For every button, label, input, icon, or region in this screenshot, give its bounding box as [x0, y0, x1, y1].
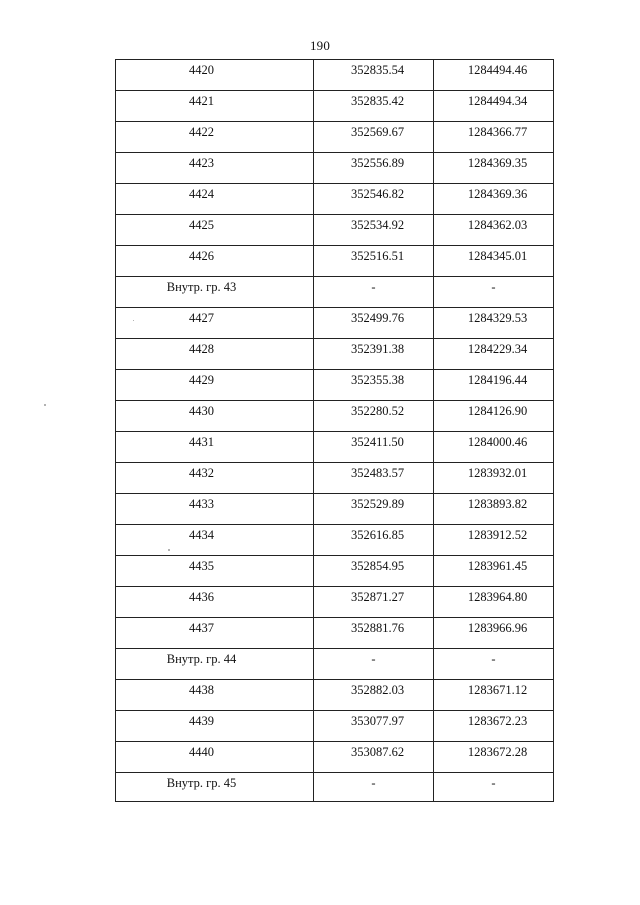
- table-row: [116, 122, 554, 153]
- y-coordinate-cell: [434, 401, 554, 432]
- x-coordinate-cell: [314, 153, 434, 184]
- y-coordinate-cell: [434, 494, 554, 525]
- y-coordinate-cell: [434, 463, 554, 494]
- x-coordinate-cell: [314, 463, 434, 494]
- x-coordinate-cell-text: 352881.76: [350, 621, 405, 635]
- x-coordinate-cell-text: 352854.95: [350, 559, 405, 573]
- point-cell-text: 4426: [189, 249, 214, 263]
- x-coordinate-cell: [314, 649, 434, 680]
- x-coordinate-cell: [314, 494, 434, 525]
- point-cell-text: 4440: [189, 745, 214, 759]
- scan-speck: [168, 549, 170, 551]
- point-cell: [116, 246, 314, 277]
- point-cell: [116, 91, 314, 122]
- table-row: [116, 618, 554, 649]
- x-coordinate-cell-text: 352546.82: [350, 187, 405, 201]
- y-coordinate-cell-text: 1284126.90: [467, 404, 528, 418]
- y-coordinate-cell: [434, 773, 554, 802]
- scan-speck: [133, 320, 134, 321]
- x-coordinate-cell: [314, 618, 434, 649]
- point-cell-text: Внутр. гр. 44: [166, 652, 237, 666]
- y-coordinate-cell: [434, 339, 554, 370]
- coordinates-table-body: [116, 60, 554, 802]
- y-coordinate-cell: [434, 711, 554, 742]
- table-row: [116, 246, 554, 277]
- point-cell-text: 4433: [189, 497, 214, 511]
- y-coordinate-cell: [434, 308, 554, 339]
- point-cell: [116, 711, 314, 742]
- x-coordinate-cell-text: 352534.92: [350, 218, 405, 232]
- y-coordinate-cell-text: 1283961.45: [467, 559, 528, 573]
- point-cell: [116, 618, 314, 649]
- y-coordinate-cell: [434, 277, 554, 308]
- point-cell-text: 4420: [189, 63, 214, 77]
- table-row: [116, 215, 554, 246]
- x-coordinate-cell: [314, 246, 434, 277]
- x-coordinate-cell: [314, 587, 434, 618]
- y-coordinate-cell-text: 1283893.82: [467, 497, 528, 511]
- y-coordinate-cell: [434, 246, 554, 277]
- point-cell-text: 4436: [189, 590, 214, 604]
- table-row: [116, 370, 554, 401]
- point-cell: [116, 680, 314, 711]
- coordinates-table: [115, 59, 554, 802]
- point-cell: [116, 401, 314, 432]
- y-coordinate-cell-text: 1284000.46: [467, 435, 528, 449]
- table-row: [116, 773, 554, 802]
- point-cell-text: 4421: [189, 94, 214, 108]
- x-coordinate-cell: [314, 370, 434, 401]
- y-coordinate-cell: [434, 680, 554, 711]
- table-row: [116, 525, 554, 556]
- point-cell: [116, 215, 314, 246]
- table-row: [116, 742, 554, 773]
- y-coordinate-cell: [434, 370, 554, 401]
- point-cell: [116, 432, 314, 463]
- y-coordinate-cell-text: 1283671.12: [467, 683, 528, 697]
- x-coordinate-cell-text: -: [371, 280, 376, 294]
- table-row: [116, 680, 554, 711]
- point-cell: [116, 184, 314, 215]
- point-cell-text: 4430: [189, 404, 214, 418]
- point-cell: [116, 60, 314, 91]
- x-coordinate-cell: [314, 525, 434, 556]
- x-coordinate-cell-text: 352871.27: [350, 590, 405, 604]
- x-coordinate-cell: [314, 339, 434, 370]
- y-coordinate-cell-text: 1284196.44: [467, 373, 528, 387]
- point-cell: [116, 308, 314, 339]
- table-row: [116, 711, 554, 742]
- y-coordinate-cell-text: 1283672.23: [467, 714, 528, 728]
- point-cell-text: Внутр. гр. 43: [166, 280, 237, 294]
- table-row: [116, 91, 554, 122]
- y-coordinate-cell-text: 1284369.36: [467, 187, 528, 201]
- table-row: [116, 587, 554, 618]
- table-row: [116, 649, 554, 680]
- x-coordinate-cell: [314, 773, 434, 802]
- y-coordinate-cell-text: 1284369.35: [467, 156, 528, 170]
- y-coordinate-cell: [434, 618, 554, 649]
- x-coordinate-cell-text: 352569.67: [350, 125, 405, 139]
- point-cell: [116, 277, 314, 308]
- table-row: [116, 153, 554, 184]
- y-coordinate-cell-text: -: [491, 280, 496, 294]
- y-coordinate-cell: [434, 153, 554, 184]
- x-coordinate-cell-text: 352516.51: [350, 249, 405, 263]
- point-cell-text: 4428: [189, 342, 214, 356]
- x-coordinate-cell: [314, 401, 434, 432]
- x-coordinate-cell: [314, 556, 434, 587]
- x-coordinate-cell-text: 352835.42: [350, 94, 405, 108]
- x-coordinate-cell: [314, 742, 434, 773]
- point-cell: [116, 122, 314, 153]
- x-coordinate-cell: [314, 184, 434, 215]
- point-cell: [116, 525, 314, 556]
- y-coordinate-cell-text: 1284366.77: [467, 125, 528, 139]
- x-coordinate-cell-text: -: [371, 776, 376, 790]
- point-cell-text: 4427: [189, 311, 214, 325]
- point-cell-text: 4438: [189, 683, 214, 697]
- table-row: [116, 308, 554, 339]
- table-row: [116, 494, 554, 525]
- point-cell: [116, 494, 314, 525]
- y-coordinate-cell: [434, 649, 554, 680]
- point-cell: [116, 587, 314, 618]
- point-cell: [116, 773, 314, 802]
- y-coordinate-cell-text: 1283966.96: [467, 621, 528, 635]
- x-coordinate-cell-text: 352411.50: [351, 435, 404, 449]
- point-cell-text: Внутр. гр. 45: [166, 776, 237, 790]
- x-coordinate-cell-text: 352280.52: [350, 404, 405, 418]
- page-number: 190: [309, 38, 331, 53]
- y-coordinate-cell-text: 1283964.80: [467, 590, 528, 604]
- y-coordinate-cell: [434, 122, 554, 153]
- point-cell: [116, 649, 314, 680]
- x-coordinate-cell: [314, 91, 434, 122]
- y-coordinate-cell: [434, 525, 554, 556]
- table-row: [116, 339, 554, 370]
- x-coordinate-cell-text: 352499.76: [350, 311, 405, 325]
- y-coordinate-cell: [434, 60, 554, 91]
- point-cell-text: 4439: [189, 714, 214, 728]
- x-coordinate-cell: [314, 215, 434, 246]
- y-coordinate-cell: [434, 587, 554, 618]
- point-cell: [116, 153, 314, 184]
- y-coordinate-cell: [434, 215, 554, 246]
- x-coordinate-cell-text: 352556.89: [350, 156, 405, 170]
- x-coordinate-cell-text: 352483.57: [350, 466, 405, 480]
- point-cell-text: 4432: [189, 466, 214, 480]
- scan-speck: [44, 404, 46, 406]
- y-coordinate-cell: [434, 742, 554, 773]
- y-coordinate-cell-text: -: [491, 652, 496, 666]
- x-coordinate-cell-text: 353077.97: [350, 714, 405, 728]
- point-cell-text: 4434: [189, 528, 214, 542]
- x-coordinate-cell: [314, 680, 434, 711]
- x-coordinate-cell-text: 352391.38: [350, 342, 405, 356]
- y-coordinate-cell-text: 1284329.53: [467, 311, 528, 325]
- x-coordinate-cell-text: 352882.03: [350, 683, 405, 697]
- x-coordinate-cell: [314, 60, 434, 91]
- x-coordinate-cell-text: -: [371, 652, 376, 666]
- point-cell-text: 4423: [189, 156, 214, 170]
- y-coordinate-cell-text: 1283672.28: [467, 745, 528, 759]
- table-row: [116, 432, 554, 463]
- y-coordinate-cell-text: 1284362.03: [467, 218, 528, 232]
- x-coordinate-cell: [314, 122, 434, 153]
- table-row: [116, 556, 554, 587]
- x-coordinate-cell-text: 352835.54: [350, 63, 405, 77]
- point-cell-text: 4435: [189, 559, 214, 573]
- x-coordinate-cell-text: 352616.85: [350, 528, 405, 542]
- x-coordinate-cell: [314, 432, 434, 463]
- table-row: [116, 184, 554, 215]
- y-coordinate-cell: [434, 556, 554, 587]
- x-coordinate-cell-text: 353087.62: [350, 745, 405, 759]
- x-coordinate-cell: [314, 711, 434, 742]
- table-row: [116, 463, 554, 494]
- point-cell-text: 4429: [189, 373, 214, 387]
- table-row: [116, 277, 554, 308]
- point-cell: [116, 463, 314, 494]
- x-coordinate-cell-text: 352355.38: [350, 373, 405, 387]
- x-coordinate-cell: [314, 308, 434, 339]
- y-coordinate-cell-text: 1284229.34: [467, 342, 528, 356]
- point-cell-text: 4425: [189, 218, 214, 232]
- point-cell: [116, 742, 314, 773]
- y-coordinate-cell: [434, 184, 554, 215]
- y-coordinate-cell-text: 1283912.52: [467, 528, 528, 542]
- y-coordinate-cell: [434, 91, 554, 122]
- y-coordinate-cell-text: 1284494.34: [467, 94, 528, 108]
- y-coordinate-cell-text: -: [491, 776, 496, 790]
- y-coordinate-cell-text: 1284494.46: [467, 63, 528, 77]
- point-cell-text: 4422: [189, 125, 214, 139]
- y-coordinate-cell: [434, 432, 554, 463]
- y-coordinate-cell-text: 1284345.01: [467, 249, 528, 263]
- point-cell-text: 4431: [189, 435, 214, 449]
- y-coordinate-cell-text: 1283932.01: [467, 466, 528, 480]
- point-cell-text: 4437: [189, 621, 214, 635]
- x-coordinate-cell-text: 352529.89: [350, 497, 405, 511]
- x-coordinate-cell: [314, 277, 434, 308]
- point-cell: [116, 370, 314, 401]
- table-row: [116, 60, 554, 91]
- point-cell: [116, 339, 314, 370]
- point-cell-text: 4424: [189, 187, 214, 201]
- point-cell: [116, 556, 314, 587]
- table-row: [116, 401, 554, 432]
